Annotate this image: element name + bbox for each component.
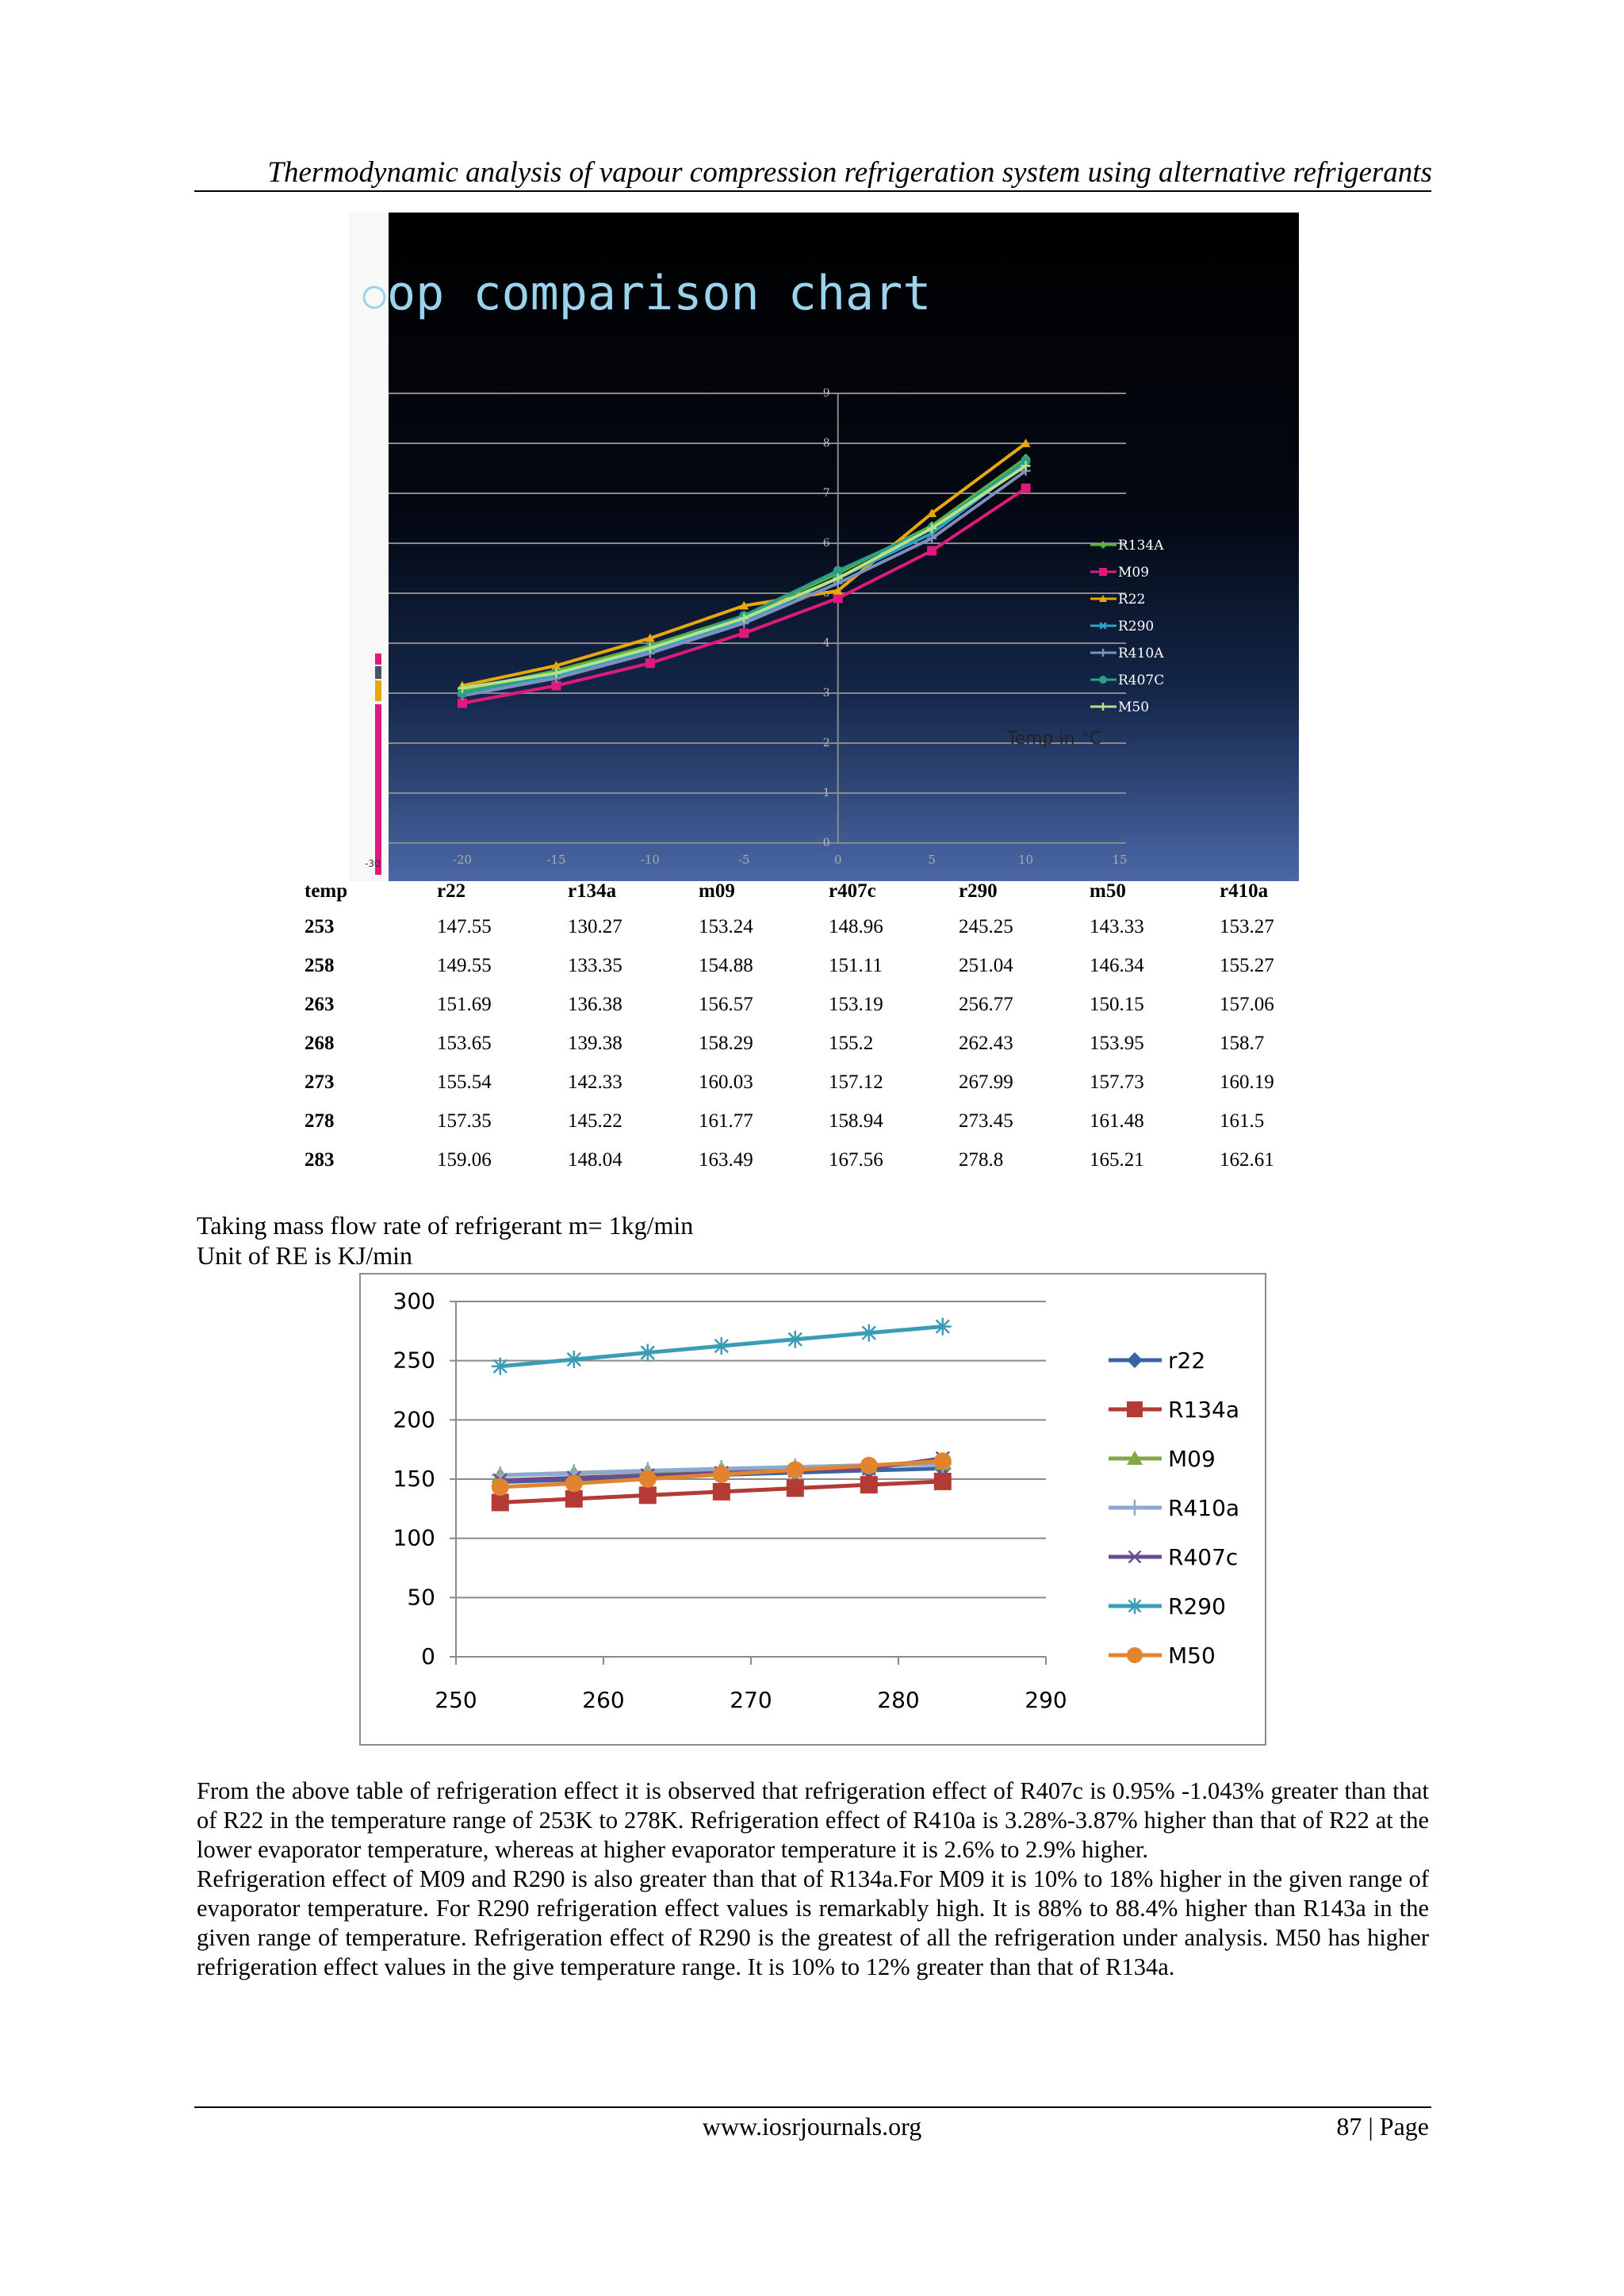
legend-fragment-gold (375, 680, 381, 701)
body-text (197, 1777, 1429, 1982)
table-cell: 158.29 (699, 1032, 753, 1054)
y-tick-label: 9 (822, 387, 830, 400)
table-cell: 267.99 (959, 1071, 1013, 1093)
column-header: r290 (959, 880, 998, 902)
x-tick-label: -5 (737, 853, 750, 867)
table-cell: 161.77 (699, 1110, 753, 1132)
table-row (304, 1140, 1307, 1179)
refrigeration-effect-chart (359, 1273, 1266, 1746)
table-cell: 142.33 (568, 1071, 622, 1093)
x-tick-label: 0 (833, 853, 842, 867)
data-point (934, 1452, 952, 1470)
y-tick-label: 3 (822, 687, 830, 700)
table-row (304, 946, 1307, 985)
chart-left-margin (349, 213, 389, 881)
table-cell: 155.27 (1220, 954, 1274, 976)
unit-note: Unit of RE is KJ/min (197, 1241, 413, 1270)
table-cell: 148.04 (568, 1148, 622, 1171)
table-cell: 143.33 (1090, 915, 1144, 937)
table-cell: 160.03 (699, 1071, 753, 1093)
data-point (492, 1358, 509, 1375)
legend-label: R410A (1118, 646, 1164, 661)
legend-marker (1127, 1598, 1143, 1614)
table-cell: 133.35 (568, 954, 622, 976)
data-point (787, 1479, 804, 1497)
footer-website: www.iosrjournals.org (702, 2112, 922, 2141)
data-point (639, 1470, 657, 1488)
legend-label: r22 (1168, 1347, 1206, 1374)
table-row (304, 907, 1307, 946)
legend-label: R407C (1118, 673, 1165, 688)
axis-fragment-label: -30 (365, 858, 381, 869)
table-cell: 157.35 (437, 1110, 492, 1132)
y-tick-label: 200 (393, 1406, 435, 1433)
y-tick-label: 250 (393, 1347, 435, 1374)
table-cell: 253 (304, 915, 335, 937)
legend-label: R22 (1118, 592, 1146, 608)
table-cell: 157.73 (1090, 1071, 1144, 1093)
data-point (860, 1457, 878, 1474)
legend-label: R290 (1118, 619, 1155, 634)
table-row (304, 1102, 1307, 1140)
column-header: r407c (829, 880, 876, 902)
data-point (565, 1490, 583, 1508)
table-cell: 146.34 (1090, 954, 1144, 976)
x-tick-label: -20 (452, 853, 473, 867)
y-tick-label: 5 (822, 587, 830, 600)
table-cell: 158.7 (1220, 1032, 1265, 1054)
table-cell: 262.43 (959, 1032, 1013, 1054)
data-point (833, 593, 843, 603)
temp-annotation: Temp in °C (1007, 729, 1102, 749)
y-tick-label: 7 (822, 487, 830, 500)
y-tick-label: 6 (822, 537, 830, 550)
table-cell: 151.69 (437, 993, 492, 1015)
legend-label: M50 (1118, 700, 1150, 715)
header-rule (194, 190, 1431, 192)
data-point (860, 1324, 878, 1342)
paragraph-1: From the above table of refrigeration effect it is observed that refrigeration effect of R407c is 0.95% -1.043% greater than that of R22 in the temperature range of 253K to 278K. Refrigeration effect of R410a is 3.28%-3.87% higher than that of R22 at the lower evaporator temperature, whereas at higher evaporator temperature it is 2.6% to 2.9% higher. (197, 1777, 1429, 1863)
x-tick-label: -15 (546, 853, 566, 867)
legend-label: M09 (1168, 1446, 1216, 1472)
paragraph-2: Refrigeration effect of M09 and R290 is also greater than that of R134a.For M09 it is 10% to 18% higher in the given range of evaporator temperature. For R290 refrigeration effect values is remarkably high. It is 88% to 88.4% higher than R143a in the given range of temperature. Refrigeration effect of R290 is the greatest of all the refrigeration under analysis. M50 has higher refrigeration effect values in the give temperature range. It is 10% to 12% greater than that of R134a. (197, 1865, 1429, 1980)
table-cell: 151.11 (829, 954, 883, 976)
table-cell: 163.49 (699, 1148, 753, 1171)
y-tick-label: 0 (822, 837, 830, 849)
legend-marker (1127, 1647, 1143, 1663)
footer-rule (194, 2106, 1431, 2108)
table-cell: 245.25 (959, 915, 1013, 937)
x-tick-label: 290 (1025, 1687, 1067, 1713)
x-tick-label: 260 (582, 1687, 625, 1713)
table-cell: 278 (304, 1110, 335, 1132)
y-tick-label: 100 (393, 1524, 435, 1551)
table-cell: 153.19 (829, 993, 883, 1015)
table-cell: 256.77 (959, 993, 1013, 1015)
table-row (304, 1024, 1307, 1063)
data-point (934, 1318, 952, 1336)
table-cell: 161.48 (1090, 1110, 1144, 1132)
data-point (927, 546, 936, 555)
legend-marker (1099, 676, 1107, 684)
table-cell: 268 (304, 1032, 335, 1054)
column-header: m50 (1090, 880, 1126, 902)
legend-label: R134a (1168, 1397, 1240, 1423)
legend-fragment-magenta (375, 654, 381, 665)
table-cell: 154.88 (699, 954, 753, 976)
legend-label: M09 (1118, 565, 1150, 581)
table-cell: 258 (304, 954, 335, 976)
y-tick-label: 1 (822, 787, 830, 799)
table-cell: 161.5 (1220, 1110, 1265, 1132)
table-cell: 155.54 (437, 1071, 492, 1093)
column-header: temp (304, 880, 348, 902)
cop-comparison-chart (349, 213, 1299, 881)
data-point (860, 1476, 878, 1493)
data-point (565, 1351, 583, 1368)
data-point (492, 1478, 509, 1496)
x-tick-label: 5 (928, 853, 936, 867)
table-cell: 153.24 (699, 915, 753, 937)
x-tick-label: 10 (1018, 853, 1034, 867)
table-row (304, 1063, 1307, 1102)
legend-fragment-magenta-bar (375, 704, 381, 875)
y-tick-label: 50 (407, 1584, 435, 1611)
table-cell: 153.95 (1090, 1032, 1144, 1054)
data-point (787, 1461, 804, 1478)
table-cell: 149.55 (437, 954, 492, 976)
legend-label: M50 (1168, 1642, 1216, 1669)
table-cell: 162.61 (1220, 1148, 1274, 1171)
table-cell: 158.94 (829, 1110, 883, 1132)
table-cell: 136.38 (568, 993, 622, 1015)
data-point (934, 1473, 952, 1490)
column-header: r410a (1220, 880, 1269, 902)
y-tick-label: 0 (421, 1643, 435, 1669)
data-point (492, 1493, 509, 1511)
table-row (304, 985, 1307, 1024)
legend-marker (1099, 568, 1107, 576)
table-cell: 251.04 (959, 954, 1013, 976)
data-point (1021, 484, 1031, 493)
table-cell: 156.57 (699, 993, 753, 1015)
x-tick-label: -10 (640, 853, 660, 867)
table-cell: 157.12 (829, 1071, 883, 1093)
data-point (713, 1337, 730, 1355)
table-cell: 145.22 (568, 1110, 622, 1132)
y-tick-label: 150 (393, 1466, 435, 1492)
refrigeration-effect-table (304, 876, 1307, 1179)
data-point (713, 1466, 730, 1483)
footer-page-number: 87 | Page (1336, 2112, 1429, 2141)
running-header-title: Thermodynamic analysis of vapour compression refrigeration system using alternative refrigerants (267, 156, 1432, 189)
legend-label: R134A (1118, 538, 1164, 554)
legend-fragment-gray (375, 666, 381, 679)
legend-label: R290 (1168, 1593, 1226, 1619)
data-point (739, 628, 749, 638)
table-cell: 147.55 (437, 915, 492, 937)
table-cell: 130.27 (568, 915, 622, 937)
column-header: r22 (437, 880, 466, 902)
table-cell: 167.56 (829, 1148, 883, 1171)
table-cell: 139.38 (568, 1032, 622, 1054)
legend-marker (1127, 1401, 1143, 1417)
data-point (639, 1344, 657, 1362)
table-cell: 273 (304, 1071, 335, 1093)
table-cell: 283 (304, 1148, 335, 1171)
x-tick-label: 280 (877, 1687, 920, 1713)
table-cell: 157.06 (1220, 993, 1274, 1015)
table-cell: 153.27 (1220, 915, 1274, 937)
table-cell: 153.65 (437, 1032, 492, 1054)
x-tick-label: 15 (1112, 853, 1128, 867)
data-point (713, 1483, 730, 1501)
data-point (645, 658, 655, 668)
legend-label: R407c (1168, 1544, 1239, 1570)
y-tick-label: 4 (822, 637, 830, 650)
table-cell: 278.8 (959, 1148, 1004, 1171)
table-cell: 150.15 (1090, 993, 1144, 1015)
table-cell: 160.19 (1220, 1071, 1274, 1093)
y-tick-label: 2 (822, 737, 830, 749)
column-header: m09 (699, 880, 735, 902)
y-tick-label: 300 (393, 1288, 435, 1314)
table-cell: 263 (304, 993, 335, 1015)
table-cell: 159.06 (437, 1148, 492, 1171)
data-point (639, 1486, 657, 1504)
y-tick-label: 8 (822, 437, 830, 450)
mass-flow-note: Taking mass flow rate of refrigerant m= 1kg/min (197, 1211, 694, 1240)
legend-label: R410a (1168, 1495, 1240, 1521)
x-tick-label: 270 (730, 1687, 772, 1713)
table-cell: 148.96 (829, 915, 883, 937)
table-cell: 165.21 (1090, 1148, 1144, 1171)
table-cell: 155.2 (829, 1032, 874, 1054)
data-point (787, 1331, 804, 1348)
x-tick-label: 250 (435, 1687, 477, 1713)
table-cell: 273.45 (959, 1110, 1013, 1132)
chart1-title: op comparison chart (387, 266, 932, 321)
data-point (565, 1474, 583, 1492)
column-header: r134a (568, 880, 617, 902)
